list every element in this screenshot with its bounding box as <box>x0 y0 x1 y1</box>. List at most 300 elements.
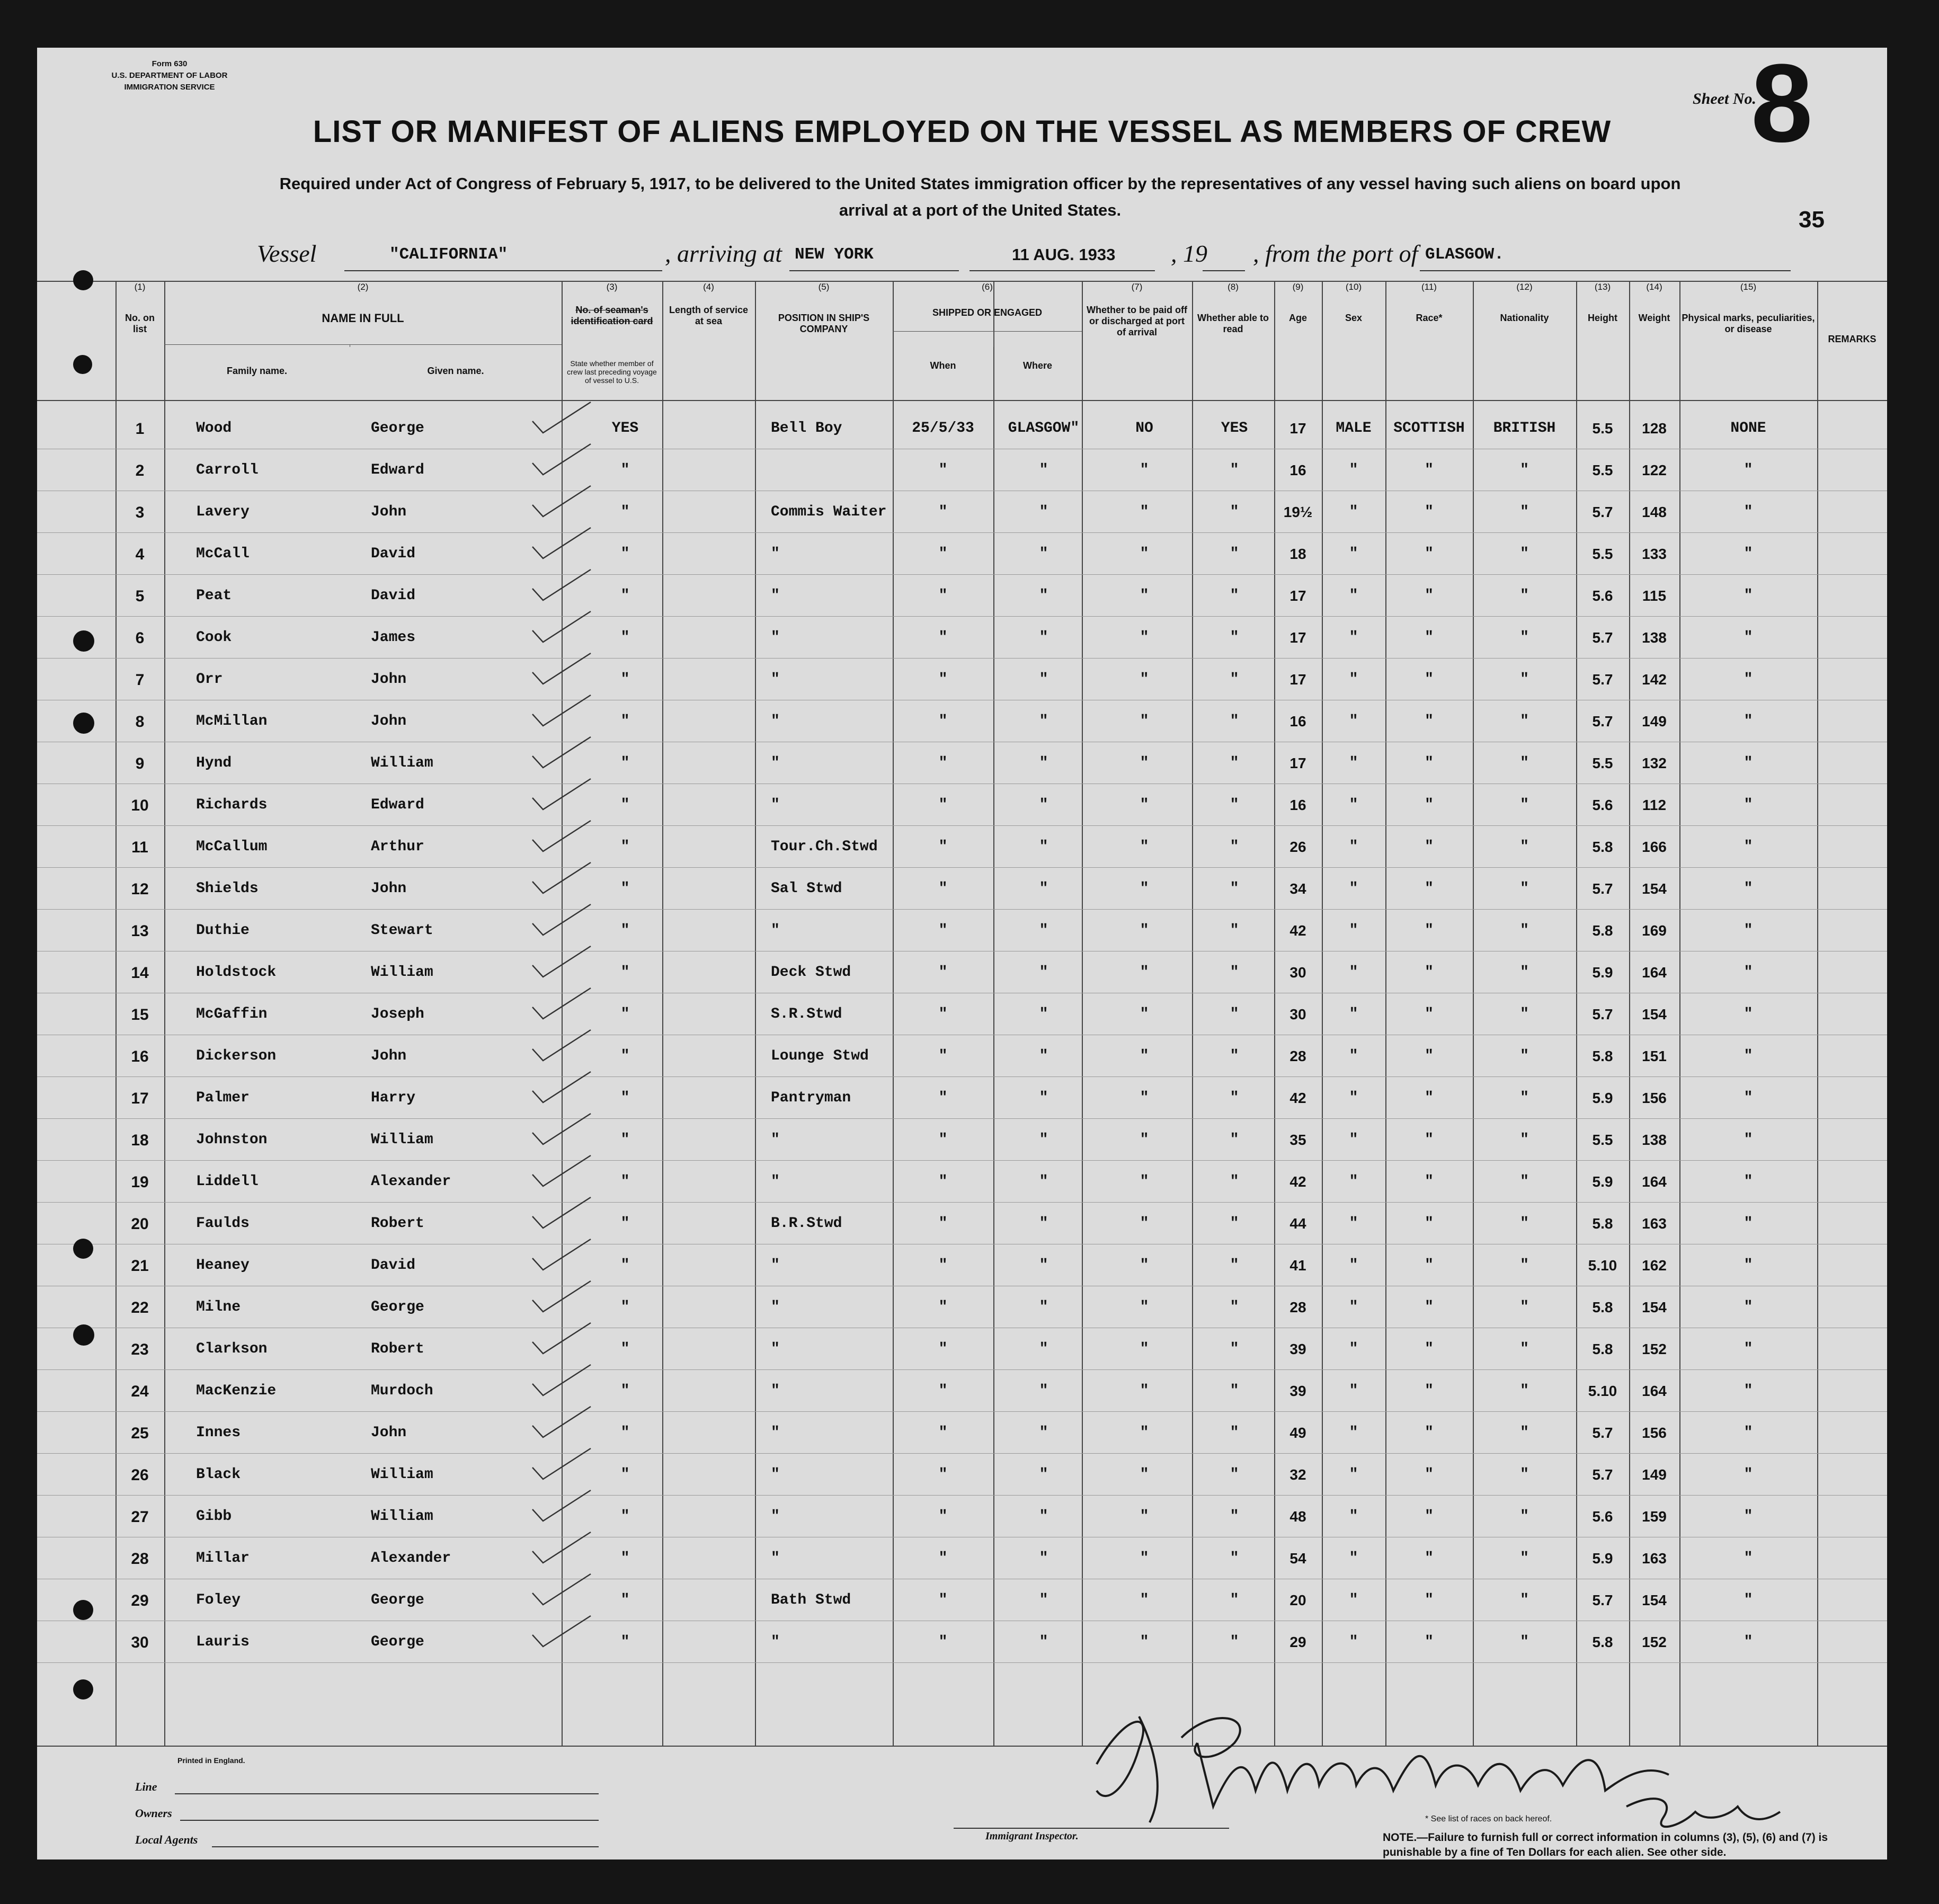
table-row <box>37 1086 1887 1127</box>
column-number: (1) <box>134 282 146 292</box>
cell-marks: " <box>1744 1341 1753 1357</box>
cell-given: George <box>371 420 424 437</box>
cell-when: " <box>938 1383 948 1399</box>
cell-sex: " <box>1349 1215 1358 1232</box>
cell-sex: " <box>1349 1173 1358 1190</box>
cell-height: 5.7 <box>1592 1006 1613 1022</box>
cell-given: George <box>371 1634 424 1650</box>
cell-read: " <box>1230 504 1239 520</box>
cell-family: McGaffin <box>196 1006 268 1022</box>
cell-sex: " <box>1349 755 1358 771</box>
cell-height: 5.6 <box>1592 1508 1613 1525</box>
cell-prev: " <box>620 755 630 771</box>
cell-weight: 152 <box>1642 1341 1667 1357</box>
cell-no: 30 <box>131 1634 149 1651</box>
table-row <box>37 500 1887 541</box>
cell-height: 5.7 <box>1592 880 1613 897</box>
cell-paid: " <box>1140 1508 1149 1525</box>
cell-position: Lounge Stwd <box>771 1048 869 1064</box>
cell-paid: " <box>1140 1383 1149 1399</box>
cell-where: " <box>1039 504 1048 520</box>
cell-paid: " <box>1140 964 1149 981</box>
cell-position: " <box>771 797 780 813</box>
cell-read: " <box>1230 1383 1239 1399</box>
cell-when: " <box>938 713 948 729</box>
cell-nat: " <box>1520 1257 1529 1274</box>
cell-where: " <box>1039 1048 1048 1064</box>
cell-sex: " <box>1349 1257 1358 1274</box>
check-mark-icon <box>527 902 596 939</box>
cell-race: " <box>1425 1173 1434 1190</box>
cell-nat: " <box>1520 1006 1529 1022</box>
column-header: Age <box>1288 313 1307 323</box>
table-row <box>37 583 1887 625</box>
cell-no: 20 <box>131 1215 149 1233</box>
cell-when: " <box>938 1341 948 1357</box>
cell-paid: " <box>1140 839 1149 855</box>
cell-sex: " <box>1349 1550 1358 1567</box>
column-header: Height <box>1588 313 1617 323</box>
cell-paid: " <box>1140 1132 1149 1148</box>
column-number: (13) <box>1594 282 1611 292</box>
check-mark-icon <box>527 651 596 688</box>
cell-weight: 163 <box>1642 1550 1667 1567</box>
cell-weight: 122 <box>1642 462 1667 478</box>
cell-nat: " <box>1520 1132 1529 1148</box>
cell-position: " <box>771 1257 780 1274</box>
cell-nat: " <box>1520 880 1529 897</box>
cell-family: Black <box>196 1466 241 1483</box>
cell-marks: " <box>1744 1048 1753 1064</box>
cell-family: Holdstock <box>196 964 277 981</box>
check-mark-icon <box>527 1111 596 1149</box>
cell-read: " <box>1230 546 1239 562</box>
table-row <box>37 876 1887 918</box>
cell-weight: 156 <box>1642 1090 1667 1106</box>
column-header: NAME IN FULL <box>322 312 404 325</box>
cell-when: " <box>938 629 948 646</box>
cell-no: 12 <box>131 880 149 898</box>
cell-nat: " <box>1520 1508 1529 1525</box>
cell-race: " <box>1425 1132 1434 1148</box>
cell-sex: " <box>1349 462 1358 478</box>
cell-read: " <box>1230 839 1239 855</box>
cell-read: " <box>1230 713 1239 729</box>
cell-nat: " <box>1520 504 1529 520</box>
cell-height: 5.5 <box>1592 462 1613 478</box>
form-header <box>101 58 238 93</box>
cell-weight: 156 <box>1642 1425 1667 1441</box>
cell-marks: " <box>1744 1425 1753 1441</box>
cell-read: " <box>1230 1173 1239 1190</box>
cell-when: " <box>938 1299 948 1315</box>
cell-given: Edward <box>371 797 424 813</box>
cell-paid: " <box>1140 1592 1149 1608</box>
table-row <box>37 1588 1887 1629</box>
cell-where: " <box>1039 1550 1048 1567</box>
year-label: , 19 <box>1171 240 1207 267</box>
cell-race: " <box>1425 504 1434 520</box>
cell-no: 28 <box>131 1550 149 1568</box>
cell-marks: " <box>1744 462 1753 478</box>
check-mark-icon <box>527 1028 596 1065</box>
cell-age: 26 <box>1289 839 1306 855</box>
cell-sex: MALE <box>1336 420 1372 437</box>
cell-paid: " <box>1140 1257 1149 1274</box>
cell-family: Orr <box>196 671 223 688</box>
column-header: No. on list <box>125 313 155 334</box>
check-mark-icon <box>527 400 596 437</box>
table-row <box>37 1420 1887 1462</box>
cell-when: " <box>938 546 948 562</box>
cell-marks: " <box>1744 755 1753 771</box>
cell-height: 5.7 <box>1592 504 1613 520</box>
cell-where: " <box>1039 964 1048 981</box>
table-row <box>37 1211 1887 1252</box>
cell-given: Robert <box>371 1215 424 1232</box>
column-header: Whether to be paid off or discharged at port of arrival <box>1087 305 1187 337</box>
check-mark-icon <box>527 735 596 772</box>
cell-family: McCallum <box>196 839 268 855</box>
table-row <box>37 709 1887 750</box>
table-row <box>37 1378 1887 1420</box>
cell-where: " <box>1039 713 1048 729</box>
column-header: POSITION IN SHIP'S COMPANY <box>778 313 870 334</box>
cell-position: Sal Stwd <box>771 880 842 897</box>
cell-marks: " <box>1744 1257 1753 1274</box>
check-mark-icon <box>527 1237 596 1274</box>
cell-weight: 132 <box>1642 755 1667 771</box>
cell-no: 16 <box>131 1048 149 1065</box>
printed-note: Printed in England. <box>177 1756 245 1765</box>
cell-when: 25/5/33 <box>912 420 974 437</box>
cell-when: " <box>938 462 948 478</box>
cell-marks: " <box>1744 1383 1753 1399</box>
cell-age: 49 <box>1289 1425 1306 1441</box>
cell-height: 5.8 <box>1592 1634 1613 1650</box>
cell-when: " <box>938 880 948 897</box>
cell-family: Cook <box>196 629 232 646</box>
cell-marks: " <box>1744 1215 1753 1232</box>
check-mark-icon <box>527 777 596 814</box>
cell-read: " <box>1230 462 1239 478</box>
cell-height: 5.5 <box>1592 420 1613 437</box>
cell-age: 35 <box>1289 1132 1306 1148</box>
cell-weight: 149 <box>1642 1466 1667 1483</box>
cell-position: B.R.Stwd <box>771 1215 842 1232</box>
cell-given: John <box>371 713 407 729</box>
cell-given: William <box>371 1132 433 1148</box>
cell-race: " <box>1425 588 1434 604</box>
column-header: SHIPPED OR ENGAGED <box>932 307 1043 318</box>
cell-read: " <box>1230 1425 1239 1441</box>
cell-position: Bell Boy <box>771 420 842 437</box>
cell-where: " <box>1039 1466 1048 1483</box>
column-number: (10) <box>1345 282 1362 292</box>
table-row <box>37 1127 1887 1169</box>
cell-nat: " <box>1520 546 1529 562</box>
cell-given: John <box>371 504 407 520</box>
form-number: Form 630 <box>152 59 188 68</box>
cell-family: McCall <box>196 546 250 562</box>
cell-given: David <box>371 588 416 604</box>
cell-read: " <box>1230 1215 1239 1232</box>
cell-paid: " <box>1140 588 1149 604</box>
cell-age: 17 <box>1289 420 1306 437</box>
cell-given: Joseph <box>371 1006 424 1022</box>
cell-prev: " <box>620 1006 630 1022</box>
cell-given: John <box>371 1425 407 1441</box>
table-row <box>37 918 1887 959</box>
cell-marks: " <box>1744 671 1753 688</box>
table-row <box>37 458 1887 499</box>
check-mark-icon <box>527 1070 596 1107</box>
cell-nat: " <box>1520 1341 1529 1357</box>
cell-height: 5.5 <box>1592 546 1613 562</box>
cell-age: 42 <box>1289 1090 1306 1106</box>
cell-sex: " <box>1349 671 1358 688</box>
cell-position: " <box>771 671 780 688</box>
cell-no: 2 <box>135 462 145 479</box>
cell-race: " <box>1425 880 1434 897</box>
cell-marks: " <box>1744 1006 1753 1022</box>
cell-marks: " <box>1744 1466 1753 1483</box>
column-number: (14) <box>1646 282 1662 292</box>
check-mark-icon <box>527 1404 596 1442</box>
inspector-label: Immigrant Inspector. <box>985 1830 1079 1842</box>
cell-paid: " <box>1140 546 1149 562</box>
column-number: (6) <box>982 282 993 292</box>
cell-nat: " <box>1520 1466 1529 1483</box>
cell-position: S.R.Stwd <box>771 1006 842 1022</box>
cell-race: SCOTTISH <box>1393 420 1465 437</box>
cell-weight: 138 <box>1642 1132 1667 1148</box>
cell-race: " <box>1425 797 1434 813</box>
cell-family: Millar <box>196 1550 250 1567</box>
cell-position: " <box>771 1508 780 1525</box>
cell-sex: " <box>1349 1132 1358 1148</box>
cell-marks: " <box>1744 880 1753 897</box>
cell-age: 34 <box>1289 880 1306 897</box>
cell-given: David <box>371 1257 416 1274</box>
cell-position: " <box>771 588 780 604</box>
table-row <box>37 1462 1887 1503</box>
cell-paid: " <box>1140 1634 1149 1650</box>
cell-no: 17 <box>131 1090 149 1107</box>
cell-prev: " <box>620 1173 630 1190</box>
cell-prev: " <box>620 1466 630 1483</box>
check-mark-icon <box>527 944 596 981</box>
cell-read: " <box>1230 880 1239 897</box>
cell-weight: 115 <box>1642 588 1667 604</box>
cell-prev: " <box>620 546 630 562</box>
cell-age: 17 <box>1289 755 1306 771</box>
cell-race: " <box>1425 629 1434 646</box>
cell-no: 4 <box>135 546 145 563</box>
cell-height: 5.9 <box>1592 964 1613 981</box>
cell-weight: 154 <box>1642 1592 1667 1608</box>
cell-nat: " <box>1520 839 1529 855</box>
cell-age: 30 <box>1289 964 1306 981</box>
cell-family: Lauris <box>196 1634 250 1650</box>
cell-weight: 166 <box>1642 839 1667 855</box>
cell-weight: 169 <box>1642 922 1667 939</box>
cell-family: Hynd <box>196 755 232 771</box>
cell-when: " <box>938 1006 948 1022</box>
cell-sex: " <box>1349 1299 1358 1315</box>
cell-race: " <box>1425 1634 1434 1650</box>
cell-race: " <box>1425 671 1434 688</box>
cell-marks: " <box>1744 1299 1753 1315</box>
cell-paid: " <box>1140 1466 1149 1483</box>
cell-given: Edward <box>371 462 424 478</box>
cell-age: 39 <box>1289 1383 1306 1399</box>
check-mark-icon <box>527 1530 596 1567</box>
cell-marks: " <box>1744 1550 1753 1567</box>
cell-read: " <box>1230 1592 1239 1608</box>
page-number: 35 <box>1799 207 1825 233</box>
cell-family: Liddell <box>196 1173 259 1190</box>
check-mark-icon <box>527 1195 596 1232</box>
cell-family: Peat <box>196 588 232 604</box>
cell-where: " <box>1039 1006 1048 1022</box>
cell-position: " <box>771 1550 780 1567</box>
cell-nat: " <box>1520 1048 1529 1064</box>
cell-position: Deck Stwd <box>771 964 851 981</box>
cell-age: 19½ <box>1283 504 1313 520</box>
cell-given: Alexander <box>371 1173 451 1190</box>
cell-no: 18 <box>131 1132 149 1149</box>
cell-marks: " <box>1744 1508 1753 1525</box>
cell-where: " <box>1039 1592 1048 1608</box>
column-number: (4) <box>703 282 714 292</box>
cell-given: James <box>371 629 416 646</box>
cell-weight: 159 <box>1642 1508 1667 1525</box>
cell-prev: " <box>620 1048 630 1064</box>
cell-nat: " <box>1520 964 1529 981</box>
table-row <box>37 1002 1887 1043</box>
cell-when: " <box>938 839 948 855</box>
cell-prev: " <box>620 922 630 939</box>
cell-weight: 133 <box>1642 546 1667 562</box>
cell-sex: " <box>1349 1466 1358 1483</box>
cell-age: 39 <box>1289 1341 1306 1357</box>
cell-position: " <box>771 1173 780 1190</box>
cell-prev: " <box>620 588 630 604</box>
column-number: (9) <box>1292 282 1304 292</box>
cell-read: " <box>1230 1634 1239 1650</box>
cell-nat: " <box>1520 1550 1529 1567</box>
cell-when: " <box>938 922 948 939</box>
cell-given: William <box>371 1466 433 1483</box>
agents-label: Local Agents <box>135 1833 198 1846</box>
cell-given: Robert <box>371 1341 424 1357</box>
cell-sex: " <box>1349 1006 1358 1022</box>
cell-given: William <box>371 1508 433 1525</box>
column-subheader: Family name. <box>226 366 288 376</box>
cell-read: " <box>1230 1466 1239 1483</box>
cell-family: Innes <box>196 1425 241 1441</box>
check-mark-icon <box>527 1614 596 1651</box>
cell-no: 14 <box>131 964 149 982</box>
cell-position: " <box>771 1425 780 1441</box>
cell-read: " <box>1230 1257 1239 1274</box>
cell-when: " <box>938 1466 948 1483</box>
cell-nat: " <box>1520 1634 1529 1650</box>
cell-age: 16 <box>1289 713 1306 729</box>
cell-marks: " <box>1744 797 1753 813</box>
cell-weight: 148 <box>1642 504 1667 520</box>
table-row <box>37 751 1887 792</box>
cell-no: 19 <box>131 1173 149 1191</box>
cell-read: " <box>1230 922 1239 939</box>
cell-position: Bath Stwd <box>771 1592 851 1608</box>
cell-where: " <box>1039 671 1048 688</box>
cell-nat: " <box>1520 1173 1529 1190</box>
subtitle: Required under Act of Congress of February 5, 1917, to be delivered to the United States immigration officer by the representatives of any vessel having such aliens on board upon arrival at a port of the United States. <box>279 174 1681 219</box>
cell-marks: " <box>1744 1173 1753 1190</box>
cell-age: 16 <box>1289 797 1306 813</box>
cell-prev: " <box>620 1383 630 1399</box>
cell-age: 20 <box>1289 1592 1306 1608</box>
cell-read: " <box>1230 1006 1239 1022</box>
cell-nat: " <box>1520 1383 1529 1399</box>
cell-prev: " <box>620 1634 630 1650</box>
cell-prev: " <box>620 462 630 478</box>
cell-age: 32 <box>1289 1466 1306 1483</box>
cell-paid: " <box>1140 1341 1149 1357</box>
line-label: Line <box>135 1780 157 1793</box>
cell-height: 5.5 <box>1592 1132 1613 1148</box>
cell-sex: " <box>1349 1592 1358 1608</box>
column-header: Length of service at sea <box>669 305 749 326</box>
cell-age: 28 <box>1289 1048 1306 1064</box>
cell-nat: " <box>1520 1299 1529 1315</box>
cell-where: " <box>1039 839 1048 855</box>
cell-prev: " <box>620 504 630 520</box>
cell-height: 5.8 <box>1592 922 1613 939</box>
cell-family: MacKenzie <box>196 1383 277 1399</box>
cell-height: 5.9 <box>1592 1173 1613 1190</box>
cell-race: " <box>1425 546 1434 562</box>
vessel-name: "CALIFORNIA" <box>389 245 508 264</box>
cell-nat: BRITISH <box>1493 420 1556 437</box>
cell-given: George <box>371 1299 424 1315</box>
cell-race: " <box>1425 1508 1434 1525</box>
cell-position: " <box>771 1466 780 1483</box>
cell-marks: " <box>1744 1592 1753 1608</box>
cell-position: Pantryman <box>771 1090 851 1106</box>
cell-no: 8 <box>135 713 145 731</box>
table-row <box>37 1546 1887 1587</box>
cell-sex: " <box>1349 1508 1358 1525</box>
cell-prev: " <box>620 671 630 688</box>
column-number: (5) <box>818 282 830 292</box>
column-header: Nationality <box>1500 313 1549 323</box>
cell-nat: " <box>1520 462 1529 478</box>
cell-read: " <box>1230 629 1239 646</box>
check-mark-icon <box>527 567 596 604</box>
cell-position: " <box>771 546 780 562</box>
cell-height: 5.7 <box>1592 1425 1613 1441</box>
cell-paid: " <box>1140 1550 1149 1567</box>
column-subheader: When <box>930 360 956 371</box>
cell-race: " <box>1425 1257 1434 1274</box>
cell-nat: " <box>1520 797 1529 813</box>
cell-race: " <box>1425 462 1434 478</box>
cell-age: 16 <box>1289 462 1306 478</box>
cell-paid: " <box>1140 880 1149 897</box>
